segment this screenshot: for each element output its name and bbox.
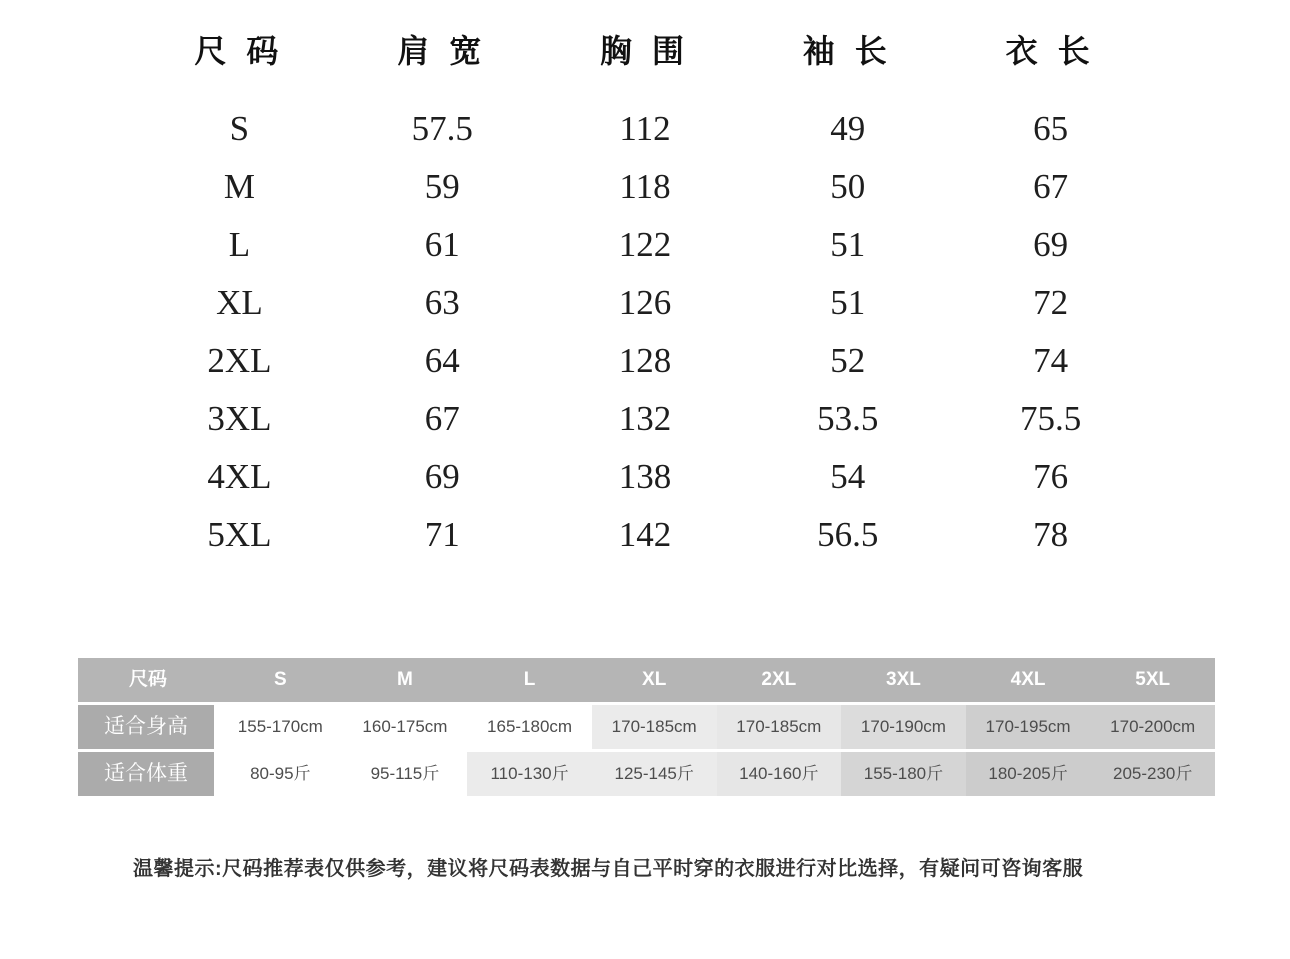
column-header-sleeve: 袖 长	[802, 33, 893, 69]
shoulder-value: 57.5	[411, 109, 473, 148]
shoulder-value: 69	[424, 457, 460, 496]
sleeve-value: 50	[830, 167, 866, 206]
chest-value: 128	[618, 341, 672, 380]
height-range-cell: 170-185cm	[592, 705, 717, 749]
length-value: 69	[1033, 225, 1069, 264]
size-label: 2XL	[207, 341, 272, 380]
size-label: M	[223, 167, 255, 206]
weight-range-cell: 155-180斤	[841, 752, 966, 796]
shoulder-value: 63	[424, 283, 460, 322]
length-value: 65	[1033, 109, 1069, 148]
fit-row-label-weight: 适合体重	[78, 752, 218, 796]
fit-header-size: 尺码	[78, 658, 218, 702]
length-value: 67	[1033, 167, 1069, 206]
weight-range-cell: 140-160斤	[717, 752, 842, 796]
shoulder-value: 59	[424, 167, 460, 206]
chest-value: 132	[618, 399, 672, 438]
fit-header-2xl: 2XL	[717, 658, 842, 702]
chest-value: 126	[618, 283, 672, 322]
sleeve-value: 51	[830, 283, 866, 322]
height-range-cell: 170-190cm	[841, 705, 966, 749]
column-header-shoulder: 肩 宽	[397, 33, 488, 69]
height-range-cell: 160-175cm	[343, 705, 468, 749]
chest-value: 138	[618, 457, 672, 496]
size-label: 5XL	[207, 515, 272, 554]
shoulder-value: 61	[424, 225, 460, 264]
height-range-cell: 170-195cm	[966, 705, 1091, 749]
length-value: 75.5	[1019, 399, 1082, 438]
fit-header-s: S	[218, 658, 343, 702]
weight-range-cell: 80-95斤	[218, 752, 343, 796]
size-label: 3XL	[207, 399, 272, 438]
size-label: S	[229, 109, 250, 148]
sleeve-value: 51	[830, 225, 866, 264]
sleeve-value: 56.5	[817, 515, 879, 554]
size-label: 4XL	[207, 457, 272, 496]
fit-header-5xl: 5XL	[1090, 658, 1215, 702]
size-label: XL	[216, 283, 263, 322]
length-value: 78	[1033, 515, 1069, 554]
shoulder-value: 71	[424, 515, 460, 554]
height-range-cell: 155-170cm	[218, 705, 343, 749]
fit-row-label-height: 适合身高	[78, 705, 218, 749]
chest-value: 142	[618, 515, 672, 554]
sleeve-value: 52	[830, 341, 866, 380]
fit-header-3xl: 3XL	[841, 658, 966, 702]
height-range-cell: 170-185cm	[717, 705, 842, 749]
shoulder-value: 67	[424, 399, 460, 438]
column-header-chest: 胸 围	[599, 33, 690, 69]
size-measurement-table	[138, 20, 1152, 564]
weight-range-cell: 205-230斤	[1090, 752, 1215, 796]
height-range-cell: 170-200cm	[1090, 705, 1215, 749]
length-value: 76	[1033, 457, 1069, 496]
size-label: L	[228, 225, 251, 264]
size-tip-text: 温馨提示:尺码推荐表仅供参考，建议将尺码表数据与自己平时穿的衣服进行对比选择，有疑问可咨询客服	[133, 858, 1084, 880]
chest-value: 112	[619, 109, 671, 148]
weight-range-cell: 180-205斤	[966, 752, 1091, 796]
length-value: 72	[1033, 283, 1069, 322]
weight-range-cell: 125-145斤	[592, 752, 717, 796]
height-range-cell: 165-180cm	[467, 705, 592, 749]
chest-value: 122	[618, 225, 672, 264]
fit-header-xl: XL	[592, 658, 717, 702]
weight-range-cell: 95-115斤	[343, 752, 468, 796]
weight-range-cell: 110-130斤	[467, 752, 592, 796]
fit-header-4xl: 4XL	[966, 658, 1091, 702]
column-header-length: 衣 长	[1005, 33, 1096, 69]
sleeve-value: 53.5	[817, 399, 879, 438]
shoulder-value: 64	[424, 341, 460, 380]
header-spacer	[138, 82, 1152, 100]
sleeve-value: 54	[830, 457, 866, 496]
chest-value: 118	[619, 167, 671, 206]
sleeve-value: 49	[830, 109, 866, 148]
fit-header-l: L	[467, 658, 592, 702]
length-value: 74	[1033, 341, 1069, 380]
fit-recommendation-table	[78, 658, 1215, 796]
fit-header-m: M	[343, 658, 468, 702]
column-header-size: 尺 码	[194, 33, 285, 69]
